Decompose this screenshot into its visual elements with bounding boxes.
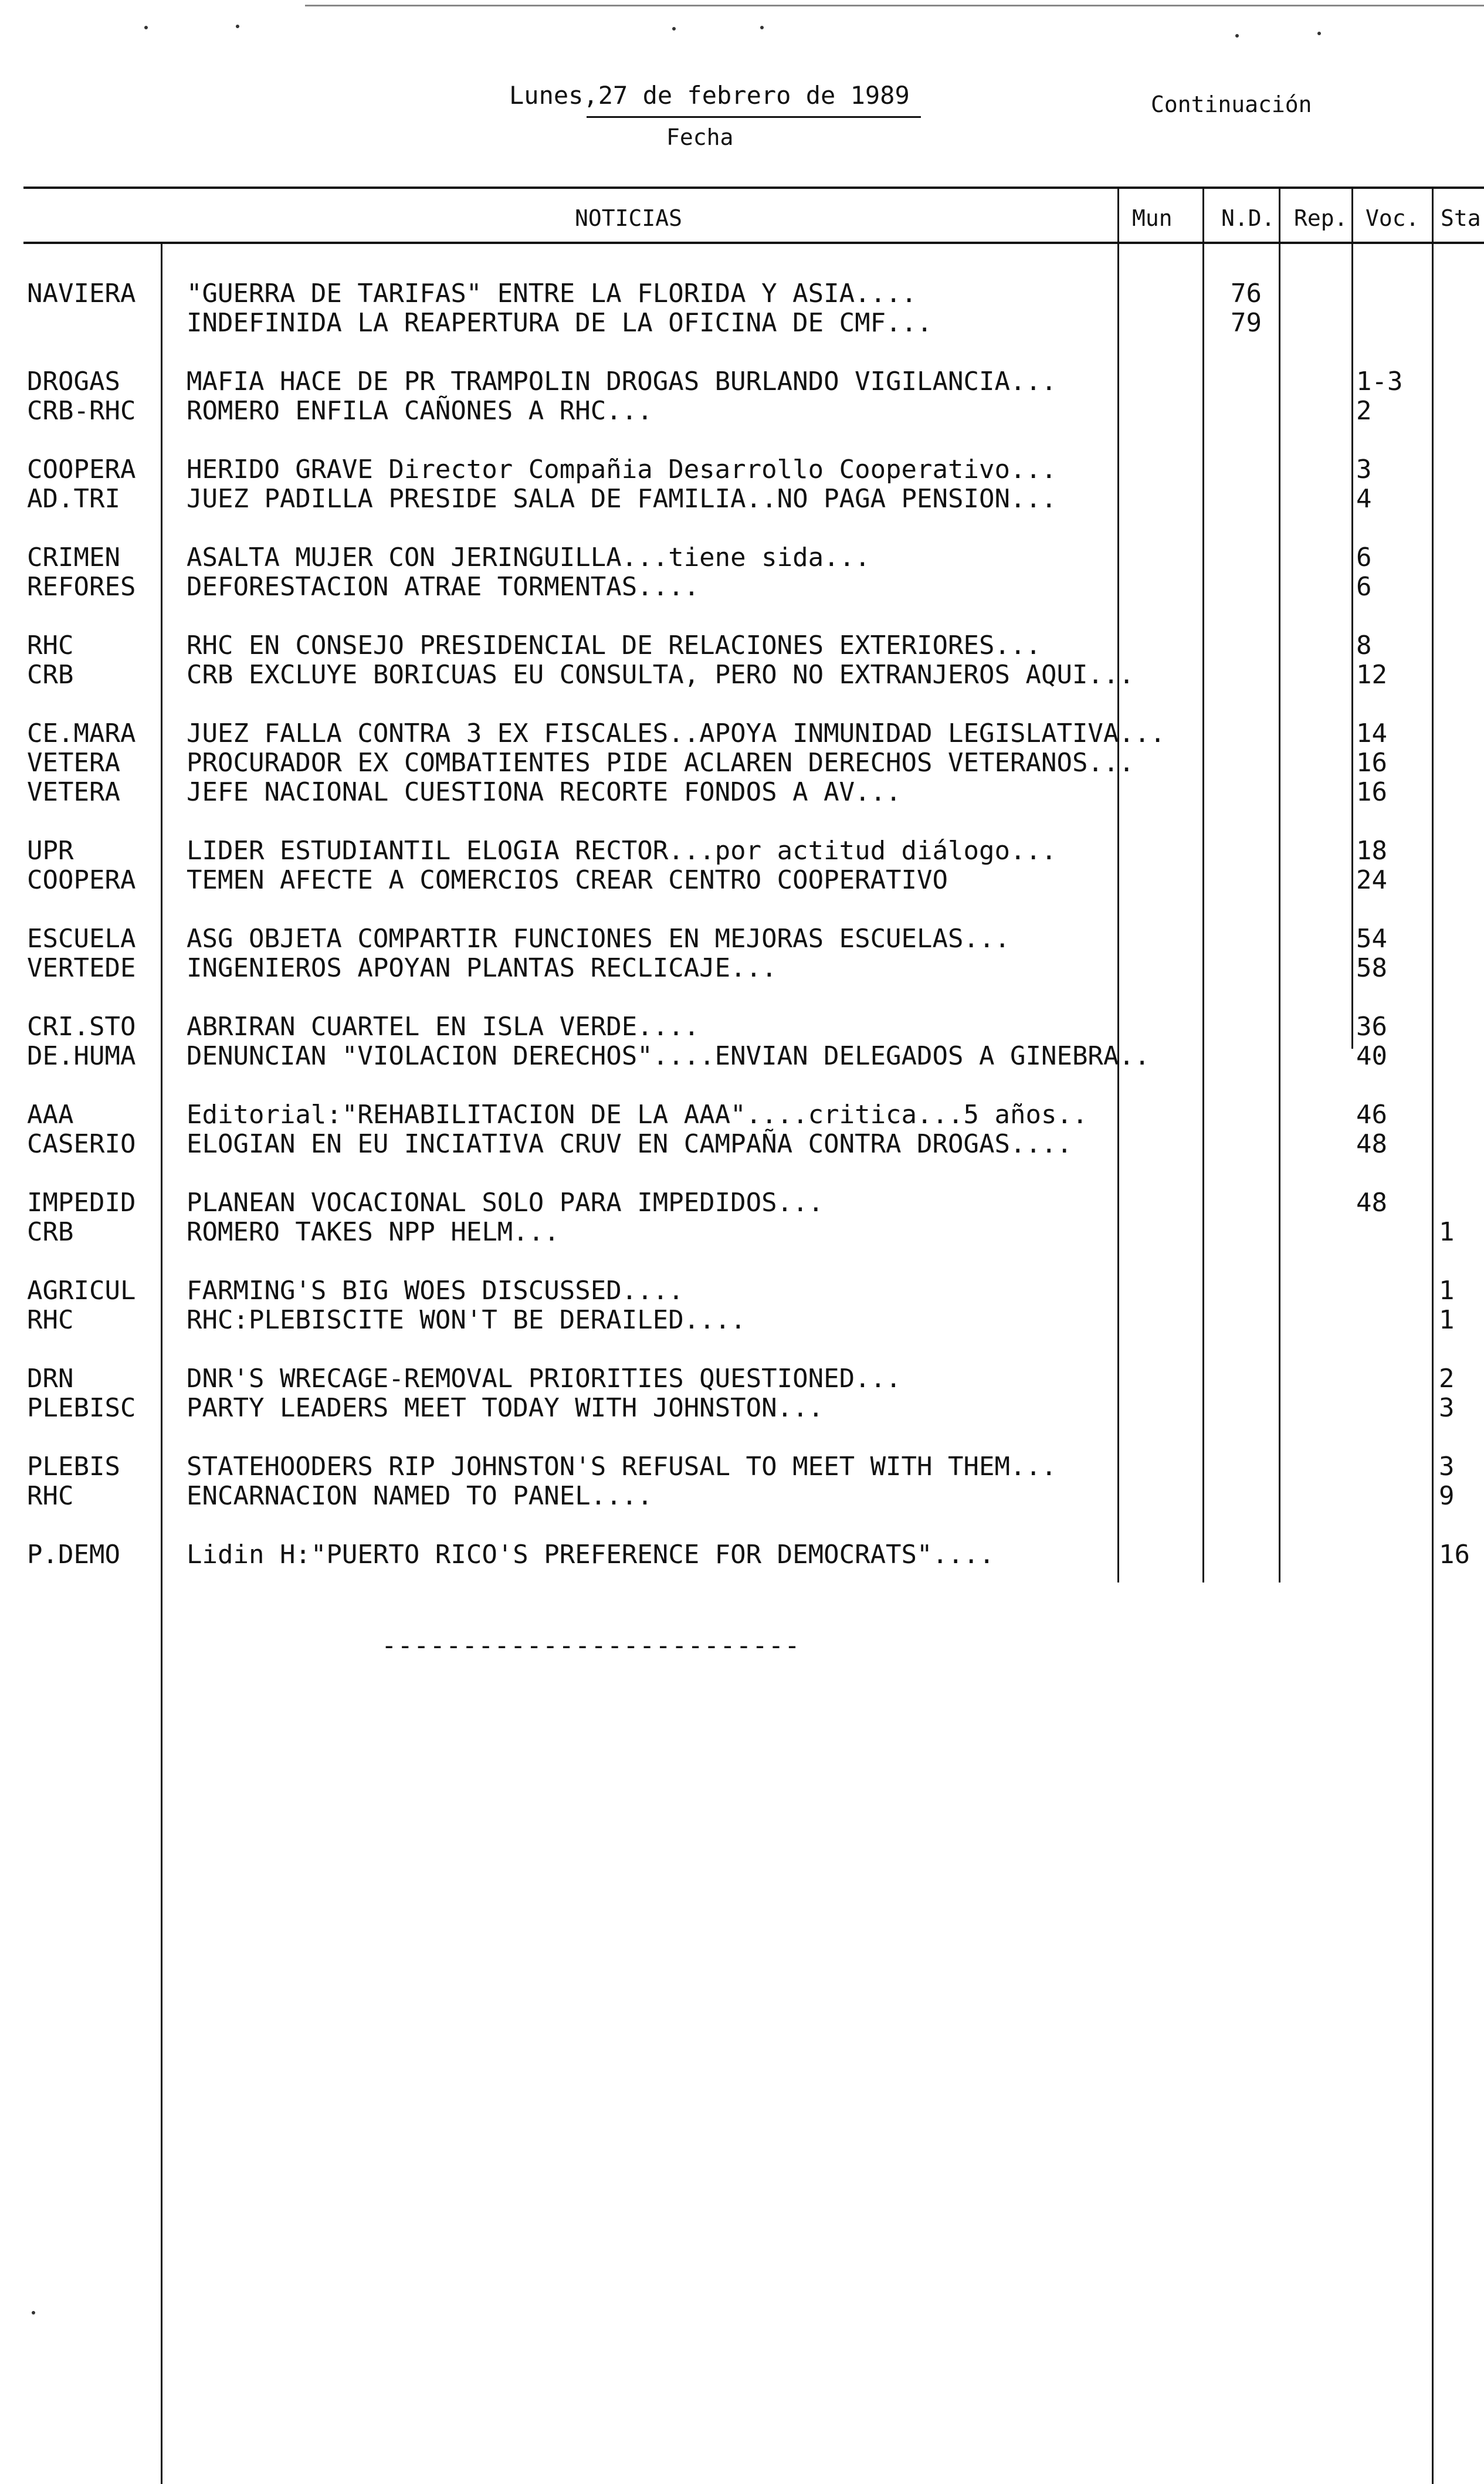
paper-speck (236, 25, 239, 28)
voc-page: 14 (1356, 719, 1387, 748)
table-row (0, 1276, 1484, 1306)
headline: TEMEN AFECTE A COMERCIOS CREAR CENTRO COOPERATIVO (187, 865, 948, 895)
headline: HERIDO GRAVE Director Compañia Desarrollo Cooperativo... (187, 455, 1057, 484)
headline: CRB EXCLUYE BORICUAS EU CONSULTA, PERO NO EXTRANJEROS AQUI... (187, 660, 1134, 690)
headline: RHC EN CONSEJO PRESIDENCIAL DE RELACIONES EXTERIORES... (187, 631, 1041, 660)
voc-page: 2 (1356, 396, 1372, 426)
headline: DNR'S WRECAGE-REMOVAL PRIORITIES QUESTIONED... (187, 1364, 902, 1394)
sta-page: 1 (1439, 1305, 1455, 1335)
section-code: REFORES (27, 572, 136, 602)
section-code: CE.MARA (27, 719, 136, 748)
headline: ROMERO TAKES NPP HELM... (187, 1217, 560, 1247)
table-row (0, 1481, 1484, 1512)
table-row (0, 748, 1484, 778)
headline: ELOGIAN EN EU INCIATIVA CRUV EN CAMPAÑA CONTRA DROGAS.... (187, 1129, 1072, 1159)
section-code: DRN (27, 1364, 74, 1394)
paper-speck (144, 26, 148, 29)
sta-page: 1 (1439, 1276, 1455, 1306)
voc-page: 6 (1356, 572, 1372, 602)
paper-speck (672, 27, 676, 31)
voc-page: 12 (1356, 660, 1387, 690)
sta-page: 9 (1439, 1481, 1455, 1511)
section-code: CRB (27, 1217, 74, 1247)
section-code: PLEBISC (27, 1393, 136, 1423)
table-row (0, 1393, 1484, 1424)
table-row (0, 1217, 1484, 1248)
table-row (0, 836, 1484, 866)
section-code: RHC (27, 631, 74, 660)
section-code: AD.TRI (27, 484, 120, 514)
continuation-label: Continuación (1151, 92, 1312, 117)
headline: ASG OBJETA COMPARTIR FUNCIONES EN MEJORAS ESCUELAS... (187, 924, 1010, 954)
section-code: P.DEMO (27, 1540, 120, 1570)
headline: PROCURADOR EX COMBATIENTES PIDE ACLAREN DERECHOS VETERANOS... (187, 748, 1134, 778)
headline: PARTY LEADERS MEET TODAY WITH JOHNSTON... (187, 1393, 824, 1423)
table-row (0, 367, 1484, 397)
voc-page: 48 (1356, 1188, 1387, 1218)
paper-speck (1235, 34, 1239, 38)
section-code: COOPERA (27, 865, 136, 895)
voc-page: 18 (1356, 836, 1387, 866)
table-row (0, 1364, 1484, 1394)
section-code: NAVIERA (27, 279, 136, 309)
headline: RHC:PLEBISCITE WON'T BE DERAILED.... (187, 1305, 746, 1335)
table-row (0, 719, 1484, 749)
section-code: AAA (27, 1100, 74, 1130)
table-row (0, 1129, 1484, 1160)
headline: MAFIA HACE DE PR TRAMPOLIN DROGAS BURLANDO VIGILANCIA... (187, 367, 1057, 397)
voc-page: 6 (1356, 543, 1372, 572)
headline: ABRIRAN CUARTEL EN ISLA VERDE.... (187, 1012, 700, 1042)
section-code: RHC (27, 1481, 74, 1511)
column-header-sta: Sta (1441, 205, 1481, 231)
headline: INGENIEROS APOYAN PLANTAS RECLICAJE... (187, 953, 777, 983)
voc-page: 40 (1356, 1041, 1387, 1071)
table-row (0, 777, 1484, 808)
headline: DENUNCIAN "VIOLACION DERECHOS"....ENVIAN DELEGADOS A GINEBRA.. (187, 1041, 1150, 1071)
headline: ROMERO ENFILA CAÑONES A RHC... (187, 396, 653, 426)
section-code: PLEBIS (27, 1452, 120, 1482)
voc-page: 8 (1356, 631, 1372, 660)
voc-page: 24 (1356, 865, 1387, 895)
section-code: CRB (27, 660, 74, 690)
section-code: VERTEDE (27, 953, 136, 983)
headline: ASALTA MUJER CON JERINGUILLA...tiene sida... (187, 543, 870, 572)
headline: LIDER ESTUDIANTIL ELOGIA RECTOR...por actitud diálogo... (187, 836, 1057, 866)
table-top-rule (23, 187, 1484, 189)
voc-page: 3 (1356, 455, 1372, 484)
column-header-nd: N.D. (1221, 205, 1275, 231)
section-code: AGRICUL (27, 1276, 136, 1306)
closing-dash-rule: -------------------------- (381, 1631, 801, 1660)
column-header-noticias: NOTICIAS (575, 205, 683, 231)
table-row (0, 1305, 1484, 1336)
section-code: CRIMEN (27, 543, 120, 572)
headline: DEFORESTACION ATRAE TORMENTAS.... (187, 572, 700, 602)
sta-page: 3 (1439, 1452, 1455, 1482)
sta-page: 16 (1439, 1540, 1470, 1570)
section-code: CRB-RHC (27, 396, 136, 426)
headline: INDEFINIDA LA REAPERTURA DE LA OFICINA DE CMF... (187, 308, 933, 338)
section-code: IMPEDID (27, 1188, 136, 1218)
headline: ENCARNACION NAMED TO PANEL.... (187, 1481, 653, 1511)
table-row (0, 279, 1484, 309)
headline: JEFE NACIONAL CUESTIONA RECORTE FONDOS A AV... (187, 777, 902, 807)
table-row (0, 1188, 1484, 1218)
table-row (0, 631, 1484, 661)
section-code: ESCUELA (27, 924, 136, 954)
table-row (0, 484, 1484, 514)
section-code: CASERIO (27, 1129, 136, 1159)
table-row (0, 660, 1484, 690)
voc-page: 4 (1356, 484, 1372, 514)
sta-page: 3 (1439, 1393, 1455, 1423)
column-header-rep: Rep. (1294, 205, 1348, 231)
date-label: Fecha (666, 124, 734, 150)
table-row (0, 308, 1484, 338)
headline: JUEZ FALLA CONTRA 3 EX FISCALES..APOYA INMUNIDAD LEGISLATIVA... (187, 719, 1165, 748)
table-row (0, 396, 1484, 426)
paper-speck (1317, 32, 1321, 35)
table-row (0, 1100, 1484, 1130)
table-row (0, 455, 1484, 485)
table-row (0, 1041, 1484, 1072)
table-row (0, 865, 1484, 896)
top-edge-line (305, 5, 1484, 6)
table-row (0, 1012, 1484, 1042)
table-row (0, 953, 1484, 984)
column-header-voc: Voc. (1366, 205, 1419, 231)
sta-page: 2 (1439, 1364, 1455, 1394)
headline: PLANEAN VOCACIONAL SOLO PARA IMPEDIDOS... (187, 1188, 824, 1218)
headline: "GUERRA DE TARIFAS" ENTRE LA FLORIDA Y ASIA.... (187, 279, 917, 309)
sta-page: 1 (1439, 1217, 1455, 1247)
section-code: VETERA (27, 777, 120, 807)
nd-page: 76 (1231, 279, 1262, 309)
section-code: DROGAS (27, 367, 120, 397)
section-code: CRI.STO (27, 1012, 136, 1042)
voc-page: 1-3 (1356, 367, 1403, 397)
voc-page: 46 (1356, 1100, 1387, 1130)
section-code: UPR (27, 836, 74, 866)
headline: FARMING'S BIG WOES DISCUSSED.... (187, 1276, 684, 1306)
voc-page: 16 (1356, 748, 1387, 778)
table-row (0, 543, 1484, 573)
paper-speck (32, 2311, 35, 2314)
table-row (0, 1540, 1484, 1570)
voc-page: 16 (1356, 777, 1387, 807)
table-header-rule (23, 242, 1484, 244)
section-code: COOPERA (27, 455, 136, 484)
date-underline (587, 116, 921, 118)
voc-page: 48 (1356, 1129, 1387, 1159)
nd-page: 79 (1231, 308, 1262, 338)
paper-speck (760, 26, 764, 29)
voc-page: 58 (1356, 953, 1387, 983)
headline: Editorial:"REHABILITACION DE LA AAA"....critica...5 años.. (187, 1100, 1088, 1130)
voc-page: 36 (1356, 1012, 1387, 1042)
table-row (0, 1452, 1484, 1482)
column-header-mun: Mun (1132, 205, 1173, 231)
section-code: DE.HUMA (27, 1041, 136, 1071)
table-row (0, 572, 1484, 602)
table-row (0, 924, 1484, 954)
section-code: RHC (27, 1305, 74, 1335)
report-date: Lunes,27 de febrero de 1989 (509, 81, 910, 110)
headline: STATEHOODERS RIP JOHNSTON'S REFUSAL TO MEET WITH THEM... (187, 1452, 1057, 1482)
headline: Lidin H:"PUERTO RICO'S PREFERENCE FOR DEMOCRATS".... (187, 1540, 995, 1570)
section-code: VETERA (27, 748, 120, 778)
headline: JUEZ PADILLA PRESIDE SALA DE FAMILIA..NO PAGA PENSION... (187, 484, 1057, 514)
voc-page: 54 (1356, 924, 1387, 954)
